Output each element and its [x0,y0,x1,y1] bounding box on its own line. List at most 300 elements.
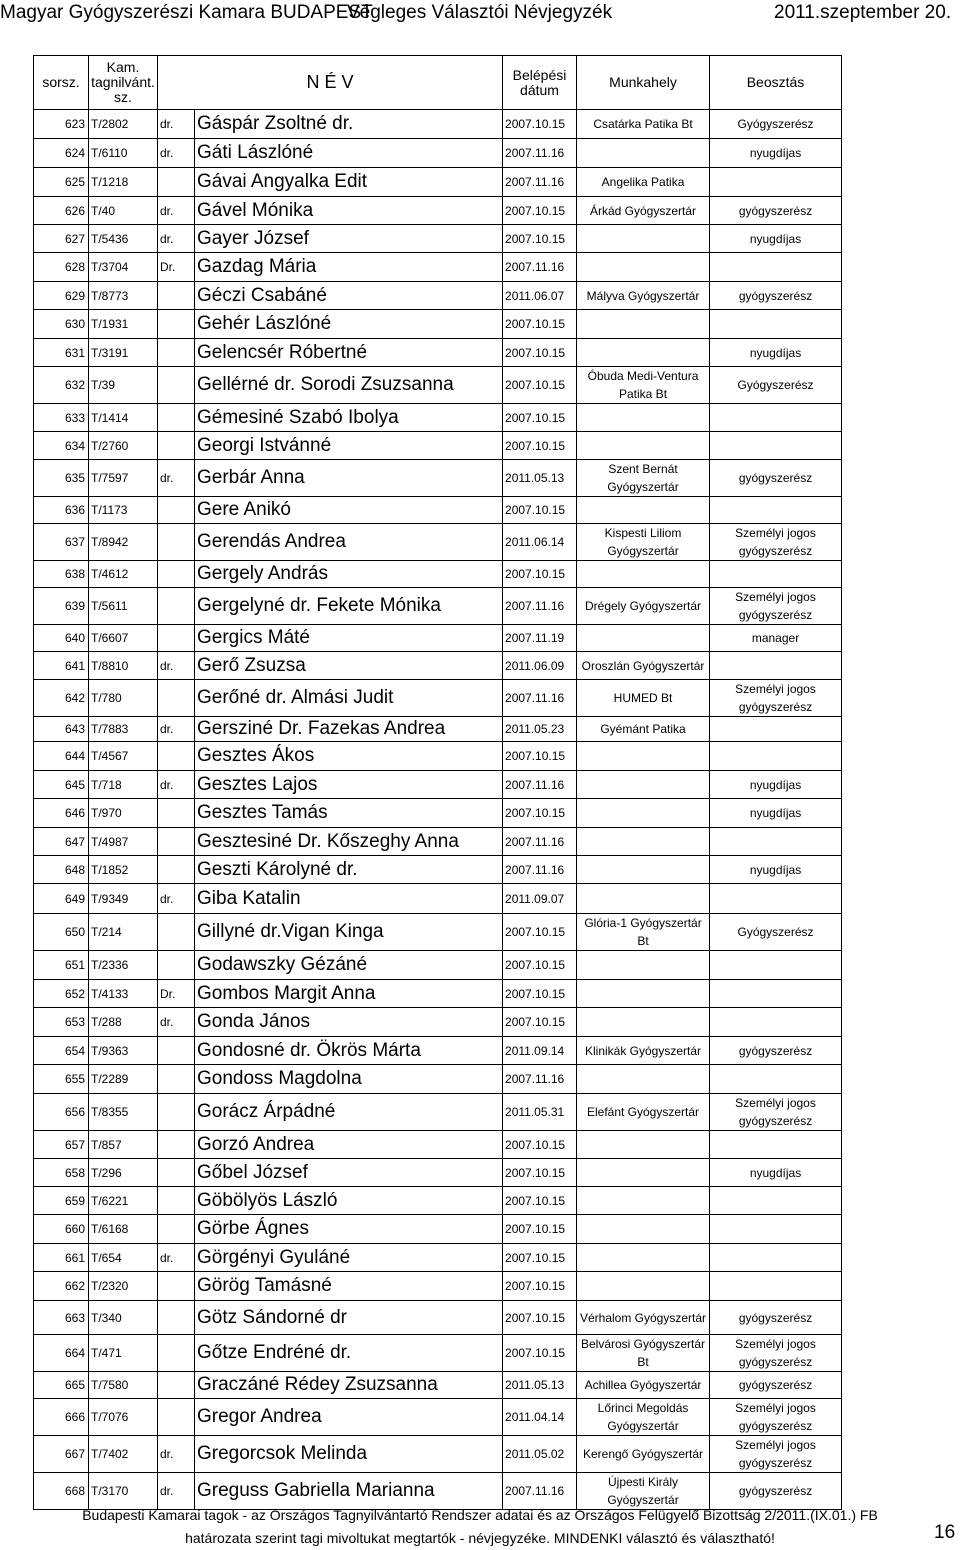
table-row [34,561,842,588]
position: nyugdíjas [710,799,842,828]
position: nyugdíjas [710,1159,842,1187]
workplace: Oroszlán Gyógyszertár [577,652,710,680]
member-name: Gável Mónika [195,197,503,225]
title-prefix [158,1037,195,1065]
workplace [577,310,710,339]
row-number: 628 [34,253,89,282]
table-row [34,139,842,168]
join-date: 2007.10.15 [503,339,577,367]
position [710,884,842,914]
member-id: T/1414 [89,404,158,432]
position: Személyi jogos gyógyszerész [710,680,842,717]
member-id: T/4987 [89,828,158,856]
title-prefix [158,625,195,652]
join-date: 2007.10.15 [503,497,577,524]
title-prefix [158,561,195,588]
title-prefix [158,1399,195,1436]
join-date: 2007.11.16 [503,168,577,197]
join-date: 2011.05.31 [503,1094,577,1131]
table-row [34,914,842,951]
title-prefix [158,339,195,367]
position [710,1244,842,1272]
table-row [34,339,842,367]
member-name: Geszti Károlyné dr. [195,856,503,884]
workplace: Belvárosi Gyógyszertár Bt [577,1335,710,1372]
table-row [34,1272,842,1301]
workplace [577,1159,710,1187]
workplace: Glória-1 Gyógyszertár Bt [577,914,710,951]
table-row [34,799,842,828]
footer-line-2: határozata szerint tagi mivoltukat megtartók - névjegyzéke. MINDENKI választó és választható! [185,1530,775,1546]
member-id: T/970 [89,799,158,828]
position: Személyi jogos gyógyszerész [710,524,842,561]
member-id: T/4612 [89,561,158,588]
position [710,561,842,588]
title-prefix: dr. [158,1473,195,1510]
member-name: Gazdag Mária [195,253,503,282]
member-name: Gergelyné dr. Fekete Mónika [195,588,503,625]
row-number: 643 [34,717,89,742]
position [710,404,842,432]
member-id: T/6607 [89,625,158,652]
join-date: 2007.10.15 [503,310,577,339]
member-id: T/7402 [89,1436,158,1473]
table-row [34,588,842,625]
position [710,1187,842,1215]
title-prefix [158,497,195,524]
row-number: 627 [34,225,89,253]
row-number: 654 [34,1037,89,1065]
member-name: Gondosné dr. Ökrös Márta [195,1037,503,1065]
row-number: 645 [34,771,89,799]
member-name: Gonda János [195,1008,503,1037]
row-number: 665 [34,1372,89,1399]
row-number: 650 [34,914,89,951]
title-prefix [158,1159,195,1187]
position: Gyógyszerész [710,914,842,951]
row-number: 652 [34,980,89,1008]
workplace: Csatárka Patika Bt [577,110,710,139]
title-prefix: dr. [158,197,195,225]
position [710,497,842,524]
title-prefix [158,168,195,197]
member-name: Gesztes Lajos [195,771,503,799]
org-name: Magyar Gyógyszerészi Kamara BUDAPEST [0,2,373,23]
row-number: 626 [34,197,89,225]
title-prefix [158,1372,195,1399]
table-row [34,1131,842,1159]
workplace: Elefánt Gyógyszertár [577,1094,710,1131]
member-name: Gombos Margit Anna [195,980,503,1008]
workplace [577,404,710,432]
title-prefix [158,1272,195,1301]
workplace: HUMED Bt [577,680,710,717]
table-row [34,367,842,404]
position [710,951,842,980]
table-row [34,1215,842,1244]
join-date: 2007.10.15 [503,1272,577,1301]
table-row [34,828,842,856]
title-prefix [158,680,195,717]
workplace [577,1008,710,1037]
member-name: Gávai Angyalka Edit [195,168,503,197]
table-row [34,1436,842,1473]
member-id: T/3704 [89,253,158,282]
row-number: 630 [34,310,89,339]
member-id: T/857 [89,1131,158,1159]
member-name: Görög Tamásné [195,1272,503,1301]
position: Személyi jogos gyógyszerész [710,1399,842,1436]
position: nyugdíjas [710,225,842,253]
position [710,980,842,1008]
position: nyugdíjas [710,856,842,884]
row-number: 660 [34,1215,89,1244]
table-body [34,110,842,1510]
position [710,1215,842,1244]
title-prefix [158,404,195,432]
title-prefix [158,1187,195,1215]
member-name: Gerbár Anna [195,460,503,497]
member-id: T/340 [89,1301,158,1335]
workplace [577,139,710,168]
join-date: 2011.09.14 [503,1037,577,1065]
join-date: 2007.11.16 [503,588,577,625]
member-name: Gregorcsok Melinda [195,1436,503,1473]
row-number: 651 [34,951,89,980]
position: Gyógyszerész [710,110,842,139]
join-date: 2007.11.16 [503,253,577,282]
workplace [577,799,710,828]
member-id: T/2760 [89,432,158,460]
member-id: T/654 [89,1244,158,1272]
join-date: 2007.11.16 [503,1473,577,1510]
member-name: Godawszky Gézáné [195,951,503,980]
member-name: Gersziné Dr. Fazekas Andrea [195,717,503,742]
join-date: 2011.05.23 [503,717,577,742]
join-date: 2011.06.14 [503,524,577,561]
workplace [577,1131,710,1159]
member-name: Gesztesiné Dr. Kőszeghy Anna [195,828,503,856]
member-id: T/6221 [89,1187,158,1215]
table-row [34,884,842,914]
member-name: Gémesiné Szabó Ibolya [195,404,503,432]
member-name: Gőtze Endréné dr. [195,1335,503,1372]
table-row [34,717,842,742]
title-prefix: dr. [158,460,195,497]
workplace [577,828,710,856]
title-prefix [158,524,195,561]
position: nyugdíjas [710,339,842,367]
member-id: T/7597 [89,460,158,497]
member-id: T/5611 [89,588,158,625]
member-id: T/1173 [89,497,158,524]
member-id: T/5436 [89,225,158,253]
join-date: 2011.05.13 [503,1372,577,1399]
member-name: Gesztes Tamás [195,799,503,828]
member-id: T/296 [89,1159,158,1187]
row-number: 648 [34,856,89,884]
title-prefix [158,951,195,980]
member-id: T/40 [89,197,158,225]
table-row [34,253,842,282]
row-number: 655 [34,1065,89,1094]
row-number: 623 [34,110,89,139]
workplace [577,1272,710,1301]
position [710,717,842,742]
table-row [34,497,842,524]
voter-register-table-wrap [33,55,842,1510]
member-id: T/9349 [89,884,158,914]
row-number: 637 [34,524,89,561]
title-prefix: dr. [158,139,195,168]
member-name: Gere Anikó [195,497,503,524]
workplace: Kispesti Liliom Gyógyszertár [577,524,710,561]
title-prefix: Dr. [158,980,195,1008]
member-id: T/3191 [89,339,158,367]
col-header-date: Belépési dátum [503,56,577,110]
join-date: 2007.10.15 [503,1008,577,1037]
workplace: Lőrinci Megoldás Gyógyszertár [577,1399,710,1436]
member-id: T/7076 [89,1399,158,1436]
table-row [34,1187,842,1215]
member-id: T/8355 [89,1094,158,1131]
join-date: 2007.11.16 [503,828,577,856]
table-row [34,742,842,771]
member-id: T/2802 [89,110,158,139]
position [710,828,842,856]
position: Személyi jogos gyógyszerész [710,1335,842,1372]
row-number: 633 [34,404,89,432]
join-date: 2007.10.15 [503,432,577,460]
title-prefix [158,588,195,625]
col-header-sorsz: sorsz. [34,56,89,110]
join-date: 2007.10.15 [503,1131,577,1159]
position: Személyi jogos gyógyszerész [710,1094,842,1131]
workplace [577,1215,710,1244]
workplace: Achillea Gyógyszertár [577,1372,710,1399]
title-prefix [158,1335,195,1372]
table-row [34,197,842,225]
member-name: Gregor Andrea [195,1399,503,1436]
table-row [34,1037,842,1065]
title-prefix [158,799,195,828]
table-row [34,404,842,432]
row-number: 664 [34,1335,89,1372]
member-name: Götz Sándorné dr [195,1301,503,1335]
join-date: 2007.10.15 [503,980,577,1008]
member-id: T/4133 [89,980,158,1008]
member-name: Greguss Gabriella Marianna [195,1473,503,1510]
join-date: 2011.04.14 [503,1399,577,1436]
workplace [577,1187,710,1215]
member-name: Gayer József [195,225,503,253]
workplace: Szent Bernát Gyógyszertár [577,460,710,497]
join-date: 2007.10.15 [503,110,577,139]
workplace [577,432,710,460]
table-row [34,110,842,139]
join-date: 2007.10.15 [503,225,577,253]
member-name: Gáti Lászlóné [195,139,503,168]
page-number: 16 [934,1522,956,1543]
row-number: 666 [34,1399,89,1436]
member-id: T/1852 [89,856,158,884]
member-id: T/780 [89,680,158,717]
row-number: 667 [34,1436,89,1473]
workplace: Gyémánt Patika [577,717,710,742]
row-number: 631 [34,339,89,367]
member-name: Gorácz Árpádné [195,1094,503,1131]
position: gyógyszerész [710,460,842,497]
join-date: 2007.11.16 [503,139,577,168]
table-row [34,680,842,717]
title-prefix [158,828,195,856]
join-date: 2007.11.16 [503,680,577,717]
row-number: 646 [34,799,89,828]
member-id: T/2320 [89,1272,158,1301]
table-row [34,1159,842,1187]
workplace: Árkád Gyógyszertár [577,197,710,225]
position: nyugdíjas [710,771,842,799]
member-name: Gesztes Ákos [195,742,503,771]
member-name: Gillyné dr.Vigan Kinga [195,914,503,951]
title-prefix: dr. [158,110,195,139]
title-prefix [158,1215,195,1244]
position: gyógyszerész [710,1372,842,1399]
member-name: Giba Katalin [195,884,503,914]
title-prefix [158,914,195,951]
title-prefix: Dr. [158,253,195,282]
table-row [34,524,842,561]
member-id: T/6168 [89,1215,158,1244]
join-date: 2007.10.15 [503,197,577,225]
join-date: 2007.10.15 [503,951,577,980]
join-date: 2007.10.15 [503,404,577,432]
table-row [34,856,842,884]
member-name: Gergics Máté [195,625,503,652]
workplace [577,980,710,1008]
col-header-pos: Beosztás [710,56,842,110]
col-header-nev: N É V [158,56,503,110]
join-date: 2011.05.02 [503,1436,577,1473]
member-name: Görgényi Gyuláné [195,1244,503,1272]
join-date: 2011.09.07 [503,884,577,914]
row-number: 632 [34,367,89,404]
position: gyógyszerész [710,197,842,225]
workplace [577,339,710,367]
member-id: T/471 [89,1335,158,1372]
row-number: 647 [34,828,89,856]
position [710,652,842,680]
table-row [34,1094,842,1131]
workplace: Klinikák Gyógyszertár [577,1037,710,1065]
title-prefix: dr. [158,225,195,253]
member-id: T/39 [89,367,158,404]
member-name: Gehér Lászlóné [195,310,503,339]
position: Személyi jogos gyógyszerész [710,1436,842,1473]
position: manager [710,625,842,652]
position [710,310,842,339]
member-id: T/9363 [89,1037,158,1065]
member-name: Gőbel József [195,1159,503,1187]
member-id: T/1218 [89,168,158,197]
workplace [577,884,710,914]
position [710,168,842,197]
workplace: Újpesti Király Gyógyszertár [577,1473,710,1510]
footer-line-1: Budapesti Kamarai tagok - az Országos Tagnyilvántartó Rendszer adatai és az Országos Felügyelő Bizottság 2/2011.(IX.01.) FB [82,1507,878,1523]
join-date: 2007.10.15 [503,1244,577,1272]
join-date: 2007.10.15 [503,1215,577,1244]
table-row [34,310,842,339]
workplace: Mályva Gyógyszertár [577,282,710,310]
member-name: Gelencsér Róbertné [195,339,503,367]
member-name: Géczi Csabáné [195,282,503,310]
join-date: 2007.10.15 [503,742,577,771]
voter-register-table [33,55,842,1510]
member-name: Gerő Zsuzsa [195,652,503,680]
join-date: 2011.06.07 [503,282,577,310]
row-number: 629 [34,282,89,310]
join-date: 2007.11.16 [503,1065,577,1094]
table-row [34,432,842,460]
member-id: T/1931 [89,310,158,339]
title-prefix [158,1094,195,1131]
row-number: 624 [34,139,89,168]
member-id: T/8942 [89,524,158,561]
table-row [34,1399,842,1436]
document-date: 2011.szeptember 20. [774,2,952,23]
join-date: 2007.10.15 [503,1335,577,1372]
member-id: T/8810 [89,652,158,680]
table-row [34,460,842,497]
member-name: Göbölyös László [195,1187,503,1215]
title-prefix: dr. [158,717,195,742]
member-id: T/7580 [89,1372,158,1399]
position: gyógyszerész [710,1301,842,1335]
title-prefix: dr. [158,884,195,914]
table-row [34,1335,842,1372]
member-name: Gellérné dr. Sorodi Zsuzsanna [195,367,503,404]
position: Gyógyszerész [710,367,842,404]
row-number: 663 [34,1301,89,1335]
member-name: Görbe Ágnes [195,1215,503,1244]
document-title: Végleges Választói Névjegyzék [347,2,613,23]
table-row [34,1372,842,1399]
workplace [577,742,710,771]
table-row [34,652,842,680]
col-header-kam: Kam. tagnilvánt. sz. [89,56,158,110]
title-prefix [158,310,195,339]
title-prefix: dr. [158,1008,195,1037]
col-header-work: Munkahely [577,56,710,110]
row-number: 640 [34,625,89,652]
table-row [34,980,842,1008]
workplace [577,497,710,524]
member-id: T/214 [89,914,158,951]
table-row [34,168,842,197]
workplace [577,771,710,799]
join-date: 2007.11.16 [503,771,577,799]
member-id: T/2289 [89,1065,158,1094]
title-prefix: dr. [158,771,195,799]
position: nyugdíjas [710,139,842,168]
member-name: Gerendás Andrea [195,524,503,561]
row-number: 653 [34,1008,89,1037]
title-prefix: dr. [158,1244,195,1272]
join-date: 2007.10.15 [503,561,577,588]
join-date: 2007.10.15 [503,1159,577,1187]
title-prefix: dr. [158,1436,195,1473]
workplace [577,856,710,884]
